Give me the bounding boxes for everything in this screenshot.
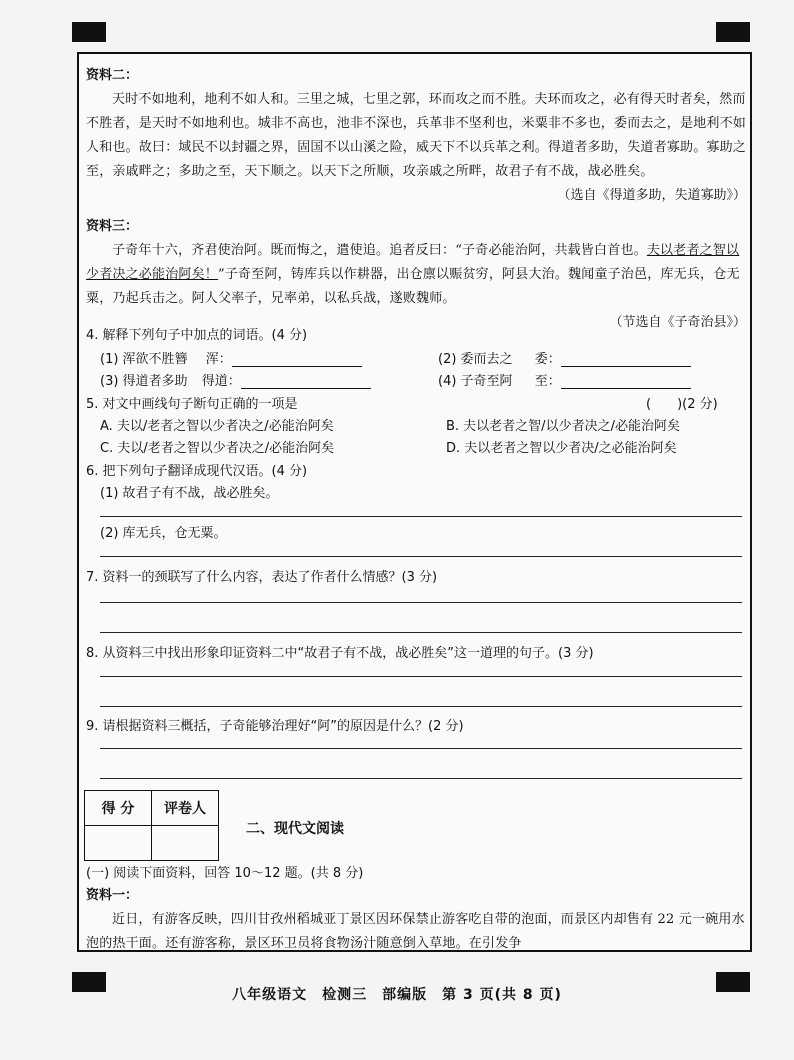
score-cell[interactable] — [85, 826, 152, 861]
grader-cell[interactable] — [152, 826, 219, 861]
material-three-text-before: 子奇年十六，齐君使治阿。既而悔之，遣使追。追者反曰：“子奇必能治阿，共载皆白首也。 — [112, 243, 647, 258]
q5-option-b[interactable]: B. 夫以老者之智/以少者决之/必能治阿矣 — [446, 419, 680, 434]
section-two-material — [86, 884, 746, 956]
question-9-stem: 9. 请根据资料三概括，子奇能够治理好“阿”的原因是什么？(2 分) — [86, 719, 464, 734]
underlined-sentence: 夫以老者之智以少者决之必能治阿矣！ — [86, 243, 740, 282]
q4-item-2 — [438, 348, 691, 367]
question-7-stem: 7. 资料一的颈联写了什么内容，表达了作者什么情感？(3 分) — [86, 570, 438, 585]
q5-option-c[interactable]: C. 夫以/老者之智以少者决之/必能治阿矣 — [100, 441, 335, 456]
q4-item-2-sentence: (2) 委而去之 — [438, 352, 513, 367]
section-two-title: 二、现代文阅读 — [246, 821, 344, 837]
score-table — [84, 790, 219, 861]
material-three-text-after: ”子奇至阿，铸库兵以作耕器，出仓廪以赈贫穷，阿县大治。魏闻童子治邑，库无兵，仓无粟，乃起兵击之。阿人父率子，兄率弟，以私兵战，遂败魏师。 — [86, 267, 740, 306]
section-two-material-heading: 资料一： — [86, 888, 139, 903]
q4-item-4-word: 至： — [534, 374, 561, 389]
q9-answer-line-1[interactable] — [100, 748, 742, 749]
section-two-material-text: 近日，有游客反映，四川甘孜州稻城亚丁景区因环保禁止游客吃自带的泡面，而景区内却售有 22 元一碗用水泡的热干面。还有游客称，景区环卫员将食物汤汁随意倒入草地。在引发争 — [86, 912, 745, 951]
q9-answer-line-2[interactable] — [100, 778, 742, 779]
q6-sentence-2: (2) 库无兵，仓无粟。 — [100, 526, 227, 541]
q4-item-1-blank[interactable] — [232, 352, 362, 367]
material-three-text — [86, 239, 746, 311]
material-three-source: （节选自《子奇治县》） — [609, 315, 746, 330]
q4-item-4-sentence: (4) 子奇至阿 — [438, 374, 513, 389]
q4-item-3-sentence: (3) 得道者多助 — [100, 374, 188, 389]
q5-option-a[interactable]: A. 夫以/老者之智以少者决之/必能治阿矣 — [100, 419, 334, 434]
q4-item-3-word: 得道： — [201, 374, 241, 389]
material-three-heading: 资料三： — [86, 219, 139, 234]
question-5-stem: 5. 对文中画线句子断句正确的一项是 — [86, 397, 298, 412]
material-three — [86, 215, 746, 335]
q8-answer-line-1[interactable] — [100, 676, 742, 677]
question-6-stem: 6. 把下列句子翻译成现代汉语。(4 分) — [86, 464, 308, 479]
q4-item-1 — [100, 348, 362, 367]
registration-mark-top-left — [72, 22, 106, 42]
score-header: 得 分 — [85, 791, 152, 826]
registration-mark-top-right — [716, 22, 750, 42]
material-two-text: 天时不如地利，地利不如人和。三里之城，七里之郭，环而攻之而不胜。夫环而攻之，必有得天时者矣，然而不胜者，是天时不如地利也。城非不高也，池非不深也，兵革非不坚利也，米粟非不多也，委而去之，是地利不如人和也。故曰：域民不以封疆之界，固国不以山溪之险，威天下不以兵革之利。得道者多助，失道者寡助。寡助之至，亲戚畔之；多助之至，天下顺之。以天下之所顺，攻亲戚之所畔，故君子有不战，战必胜矣。 — [86, 92, 747, 179]
grader-header: 评卷人 — [152, 791, 219, 826]
q6-answer-line-1[interactable] — [100, 516, 742, 517]
q4-item-1-sentence: (1) 浑欲不胜簪 — [100, 352, 188, 367]
q7-answer-line-1[interactable] — [100, 602, 742, 603]
question-8-stem: 8. 从资料三中找出形象印证资料二中“故君子有不战，战必胜矣”这一道理的句子。(3 分) — [86, 646, 594, 661]
q6-answer-line-2[interactable] — [100, 556, 742, 557]
q6-sentence-1: (1) 故君子有不战，战必胜矣。 — [100, 486, 279, 501]
question-4-stem: 4. 解释下列句子中加点的词语。(4 分) — [86, 328, 308, 343]
q4-item-3 — [100, 370, 371, 389]
q4-item-4-blank[interactable] — [561, 374, 691, 389]
q4-item-4 — [438, 370, 691, 389]
material-two-source: （选自《得道多助，失道寡助》） — [557, 188, 746, 203]
q4-item-2-blank[interactable] — [561, 352, 691, 367]
material-two-heading: 资料二： — [86, 68, 139, 83]
q5-option-d[interactable]: D. 夫以老者之智以少者决/之必能治阿矣 — [446, 441, 677, 456]
q8-answer-line-2[interactable] — [100, 706, 742, 707]
page-footer: 八年级语文 检测三 部编版 第 3 页(共 8 页) — [232, 987, 562, 1003]
section-two-instruction: (一) 阅读下面资料，回答 10～12 题。(共 8 分) — [86, 866, 364, 881]
question-5-score[interactable]: ( )(2 分) — [646, 397, 718, 412]
q4-item-1-word: 浑： — [205, 352, 232, 367]
q4-item-3-blank[interactable] — [241, 374, 371, 389]
q4-item-2-word: 委： — [534, 352, 561, 367]
material-two — [86, 64, 746, 208]
q7-answer-line-2[interactable] — [100, 632, 742, 633]
